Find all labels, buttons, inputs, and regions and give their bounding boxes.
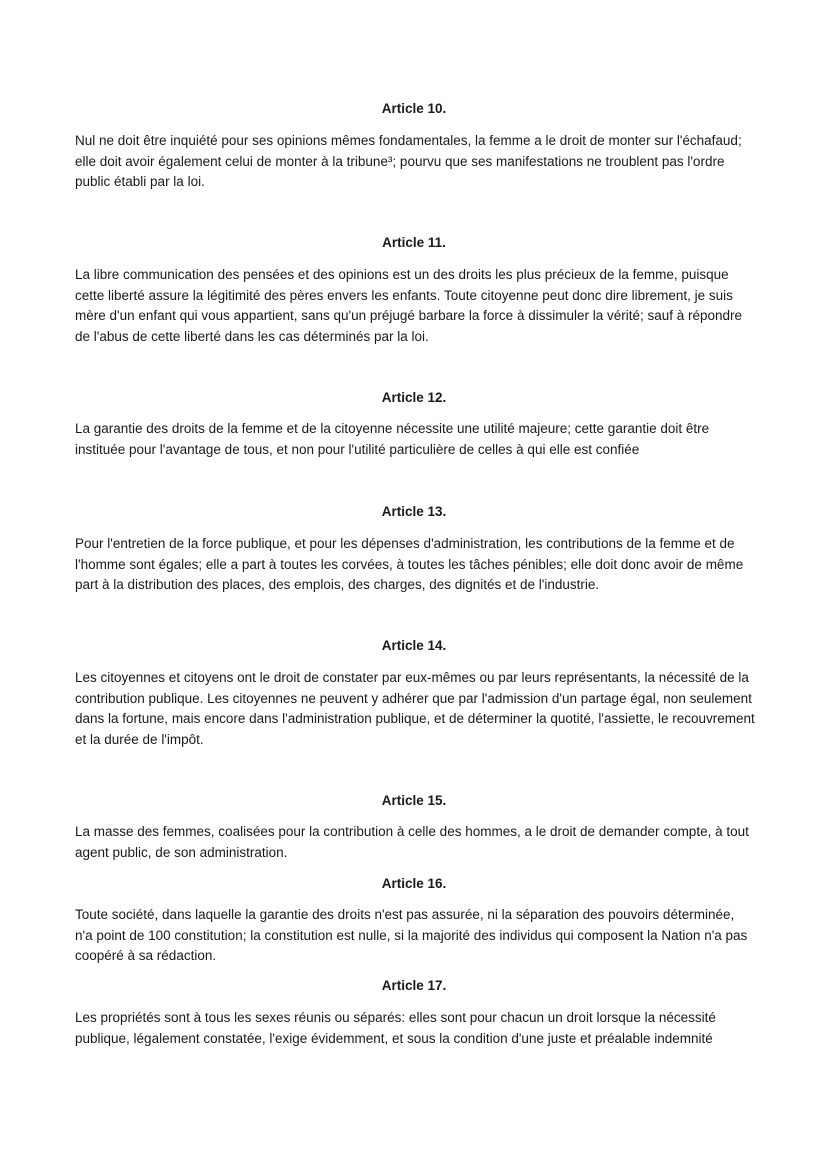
article-16-text: Toute société, dans laquelle la garantie des droits n'est pas assurée, ni la séparation des pouvoirs déterminée, n'a point de 100 constitution; la constitution est nulle, si la majorité des individus qui composent la Nation n'a pas coopéré à sa rédaction. — [75, 907, 748, 963]
article-11-text: La libre communication des pensées et des opinions est un des droits les plus précieux de la femme, puisque cette liberté assure la légitimité des pères envers les enfants. Toute citoyenne peut donc dire librement, je suis mère d'un enfant qui vous appartient, sans qu'un préjugé barbare la force à dissimuler la vérité; sauf à répondre de l'abus de cette liberté dans les cas déterminés par la loi. — [75, 267, 743, 344]
article-13-text: Pour l'entretien de la force publique, et pour les dépenses d'administration, les contributions de la femme et de l'homme sont égales; elle a part à toutes les corvées, à toutes les tâches pénibles; elle doit donc avoir de même part à la distribution des places, des emplois, des charges, des dignités et de l'industrie. — [75, 536, 744, 592]
article-14-title: Article 14. — [381, 638, 447, 653]
article-13-title: Article 13. — [381, 504, 447, 519]
article-10-title: Article 10. — [381, 101, 447, 116]
article-14-text: Les citoyennes et citoyens ont le droit de constater par eux-mêmes ou par leurs représentants, la nécessité de la contribution publique. Les citoyennes ne peuvent y adhérer que par l'admission d'un partage égal, non seulement dans la fortune, mais encore dans l'administration publique, et de déterminer la quotité, l'assiette, le recouvrement et la durée de l'impôt. — [75, 670, 755, 747]
article-12-text: La garantie des droits de la femme et de la citoyenne nécessite une utilité majeure; cette garantie doit être instituée pour l'avantage de tous, et non pour l'utilité particulière de celles à qui elle est confiée — [75, 421, 710, 457]
article-16-title: Article 16. — [381, 876, 447, 891]
article-15-text: La masse des femmes, coalisées pour la contribution à celle des hommes, a le droit de demander compte, à tout agent public, de son administration. — [75, 824, 749, 860]
article-10-text: Nul ne doit être inquiété pour ses opinions mêmes fondamentales, la femme a le droit de monter sur l'échafaud; elle doit avoir également celui de monter à la tribune³; pourvu que ses manifestations ne troublent pas l'ordre public établi par la loi. — [75, 133, 742, 189]
article-17-title: Article 17. — [381, 978, 447, 993]
article-11-title: Article 11. — [382, 235, 446, 250]
article-17-text: Les propriétés sont à tous les sexes réunis ou séparés: elles sont pour chacun un droit lorsque la nécessité publique, légalement constatée, l'exige évidemment, et sous la condition d'une juste et préalable indemnité — [75, 1010, 716, 1046]
article-15-title: Article 15. — [381, 793, 447, 808]
article-12-title: Article 12. — [381, 390, 447, 405]
